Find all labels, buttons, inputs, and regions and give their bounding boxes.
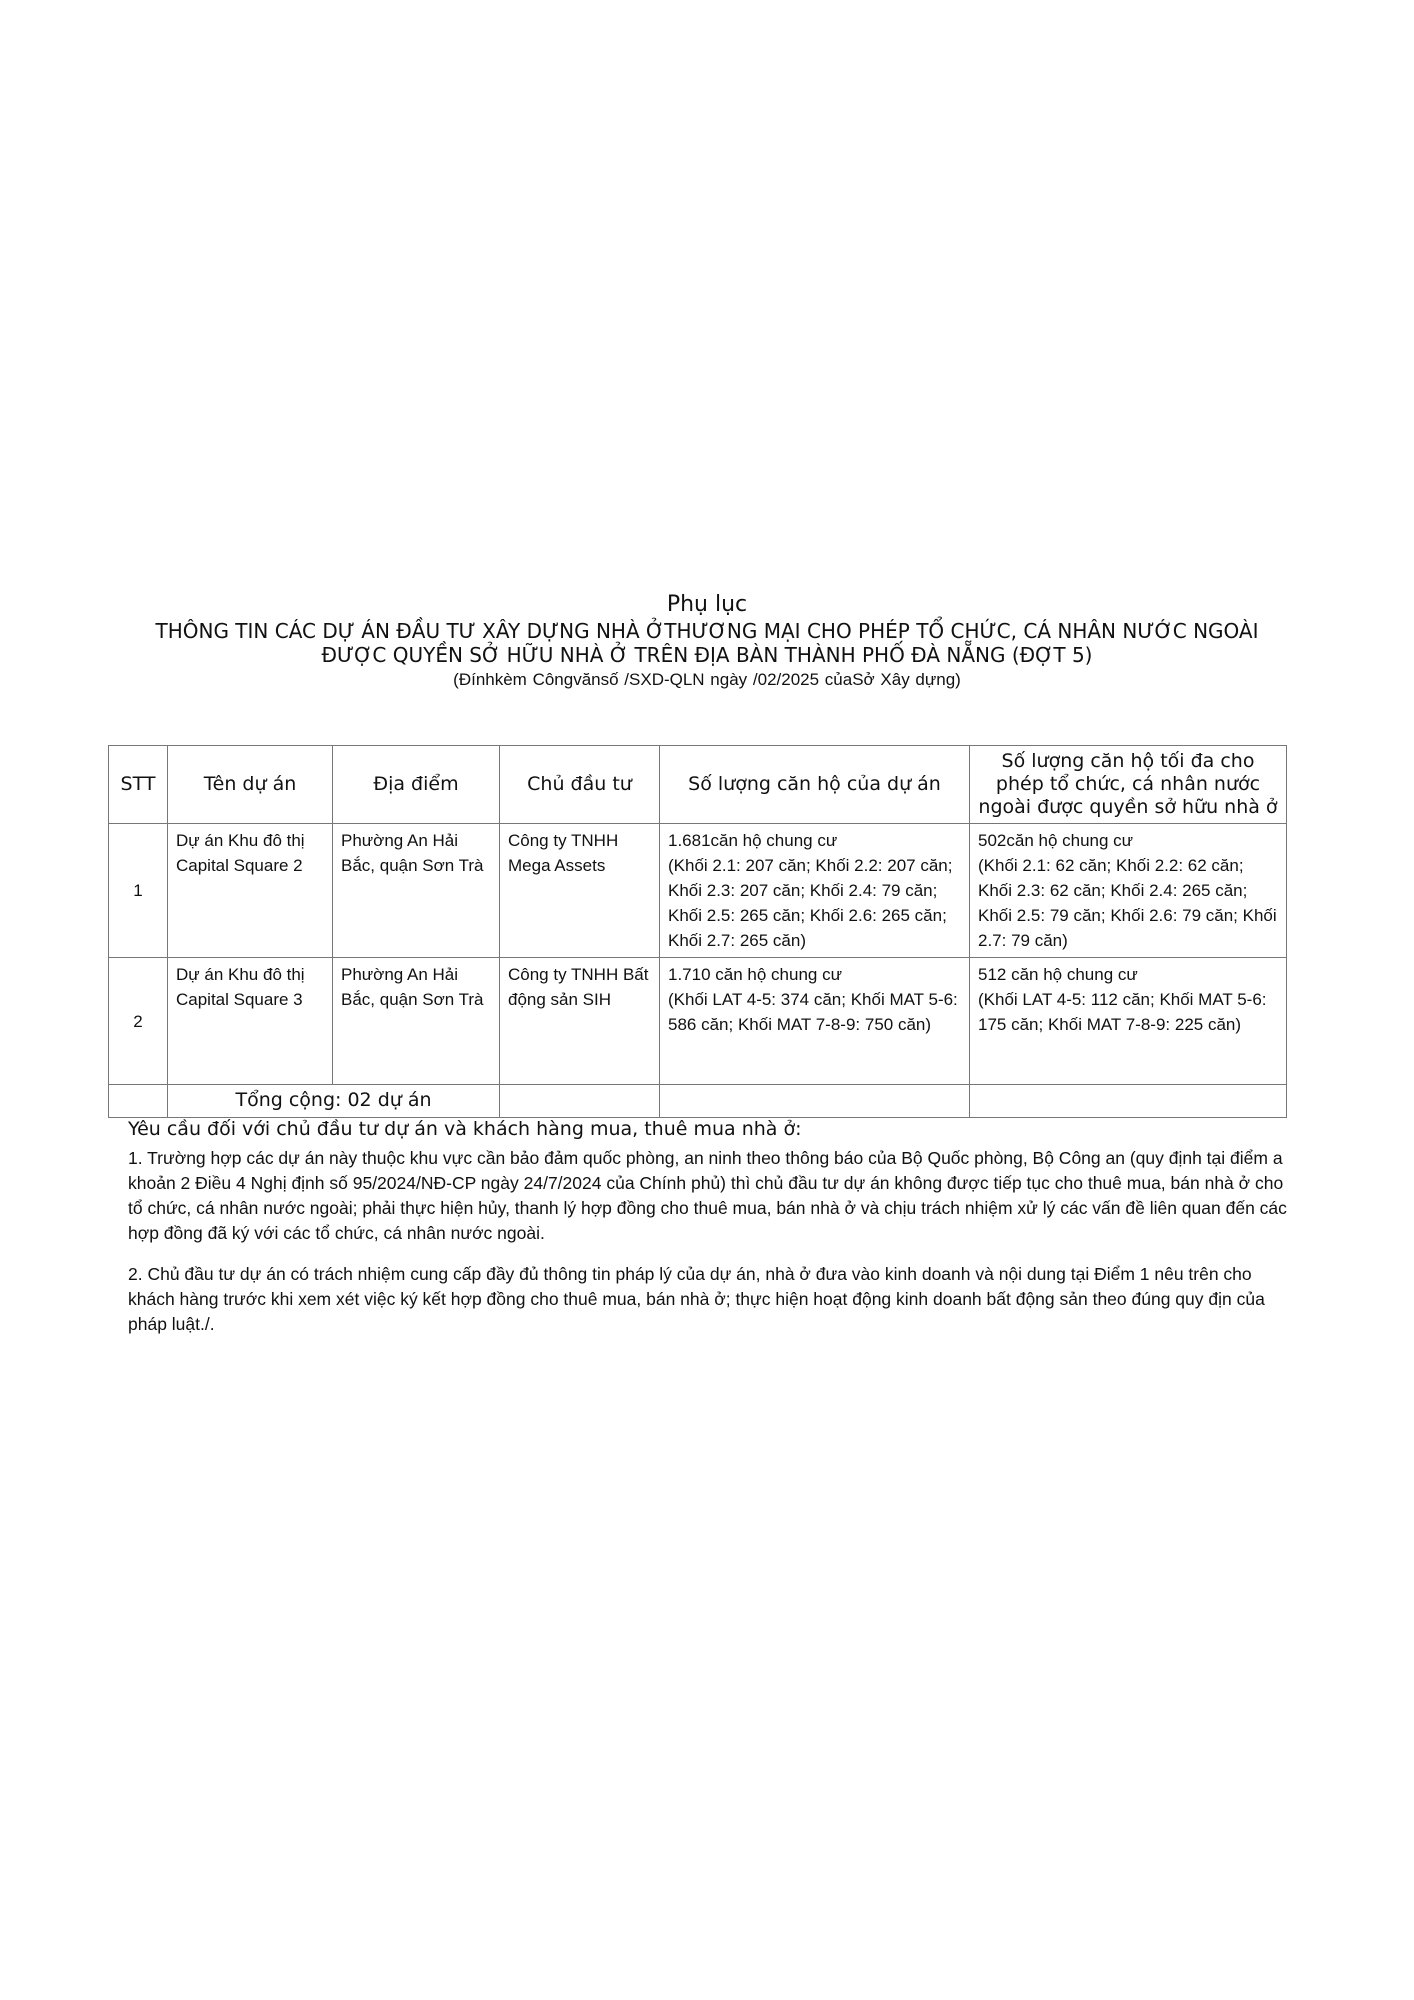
row-unit-count	[660, 958, 970, 1085]
unit-count-detail: (Khối LAT 4-5: 374 căn; Khối MAT 5-6: 586 căn; Khối MAT 7-8-9: 750 căn)	[668, 990, 958, 1034]
table-row	[109, 958, 1287, 1085]
document-title-line-2: ĐƯỢC QUYỀN SỞ HỮU NHÀ Ở TRÊN ĐỊA BÀN THÀNH PHỐ ĐÀ NẴNG (ĐỢT 5)	[321, 643, 1093, 667]
row-unit-count	[660, 824, 970, 958]
attachment-note: (Đínhkèm Côngvănsố /SXD-QLN ngày /02/2025 củaSở Xây dựng)	[453, 670, 961, 689]
requirements-title: Yêu cầu đối với chủ đầu tư dự án và khách hàng mua, thuê mua nhà ở:	[128, 1118, 802, 1140]
header-unit-count: Số lượng căn hộ của dự án	[660, 746, 970, 824]
header-stt: STT	[109, 746, 168, 824]
projects-table	[108, 745, 1287, 1118]
total-empty-cell	[500, 1085, 660, 1118]
unit-count-total: 1.710 căn hộ chung cư	[668, 965, 842, 984]
requirement-item-2: 2. Chủ đầu tư dự án có trách nhiệm cung cấp đầy đủ thông tin pháp lý của dự án, nhà ở đưa vào kinh doanh và nội dung tại Điểm 1 nêu trên cho khách hàng trước khi xem xét việc ký kết hợp đồng cho thuê mua, bán nhà ở; thực hiện hoạt động kinh doanh bất động sản theo đúng quy địn của pháp luật./.	[128, 1264, 1265, 1334]
row-project-name: Dự án Khu đô thị Capital Square 3	[168, 958, 333, 1085]
table-row	[109, 824, 1287, 958]
document-title-line-1: THÔNG TIN CÁC DỰ ÁN ĐẦU TƯ XÂY DỰNG NHÀ ỞTHƯƠNG MẠI CHO PHÉP TỔ CHỨC, CÁ NHÂN NƯỚC NGOÀI	[155, 619, 1259, 643]
header-investor: Chủ đầu tư	[500, 746, 660, 824]
foreign-max-total: 502căn hộ chung cư	[978, 831, 1134, 850]
table-header-row	[109, 746, 1287, 824]
row-investor: Công ty TNHH Mega Assets	[500, 824, 660, 958]
requirement-item-1: 1. Trường hợp các dự án này thuộc khu vực cần bảo đảm quốc phòng, an ninh theo thông báo của Bộ Quốc phòng, Bộ Công an (quy định tại điểm a khoản 2 Điều 4 Nghị định số 95/2024/NĐ-CP ngày 24/7/2024 của Chính phủ) thì chủ đầu tư dự án không được tiếp tục cho thuê mua, bán nhà ở cho tổ chức, cá nhân nước ngoài; phải thực hiện hủy, thanh lý hợp đồng cho thuê mua, bán nhà ở và chịu trách nhiệm xử lý các vấn đề liên quan đến các hợp đồng đã ký với các tổ chức, cá nhân nước ngoài.	[128, 1148, 1287, 1243]
appendix-label: Phụ lục	[666, 592, 748, 617]
foreign-max-detail: (Khối 2.1: 62 căn; Khối 2.2: 62 căn; Khối 2.3: 62 căn; Khối 2.4: 265 căn; Khối 2.5: 79 căn; Khối 2.6: 79 căn; Khối 2.7: 79 căn)	[978, 856, 1277, 950]
row-stt: 1	[109, 824, 168, 958]
unit-count-detail: (Khối 2.1: 207 căn; Khối 2.2: 207 căn; Khối 2.3: 207 căn; Khối 2.4: 79 căn; Khối 2.5: 265 căn; Khối 2.6: 265 căn; Khối 2.7: 265 căn)	[668, 856, 953, 950]
row-location: Phường An Hải Bắc, quận Sơn Trà	[333, 958, 500, 1085]
row-foreign-max	[970, 824, 1287, 958]
foreign-max-total: 512 căn hộ chung cư	[978, 965, 1138, 984]
row-project-name: Dự án Khu đô thị Capital Square 2	[168, 824, 333, 958]
row-location: Phường An Hải Bắc, quận Sơn Trà	[333, 824, 500, 958]
total-empty-cell	[660, 1085, 970, 1118]
header-location: Địa điểm	[333, 746, 500, 824]
unit-count-total: 1.681căn hộ chung cư	[668, 831, 838, 850]
header-foreign-max: Số lượng căn hộ tối đa cho phép tổ chức, cá nhân nước ngoài được quyền sở hữu nhà ở	[970, 746, 1287, 824]
header-project-name: Tên dự án	[168, 746, 333, 824]
row-investor: Công ty TNHH Bất động sản SIH	[500, 958, 660, 1085]
total-empty-cell	[970, 1085, 1287, 1118]
total-label: Tổng cộng: 02 dự án	[168, 1085, 500, 1118]
total-empty-cell	[109, 1085, 168, 1118]
table-total-row	[109, 1085, 1287, 1118]
foreign-max-detail: (Khối LAT 4-5: 112 căn; Khối MAT 5-6: 175 căn; Khối MAT 7-8-9: 225 căn)	[978, 990, 1267, 1034]
row-stt: 2	[109, 958, 168, 1085]
row-foreign-max	[970, 958, 1287, 1085]
